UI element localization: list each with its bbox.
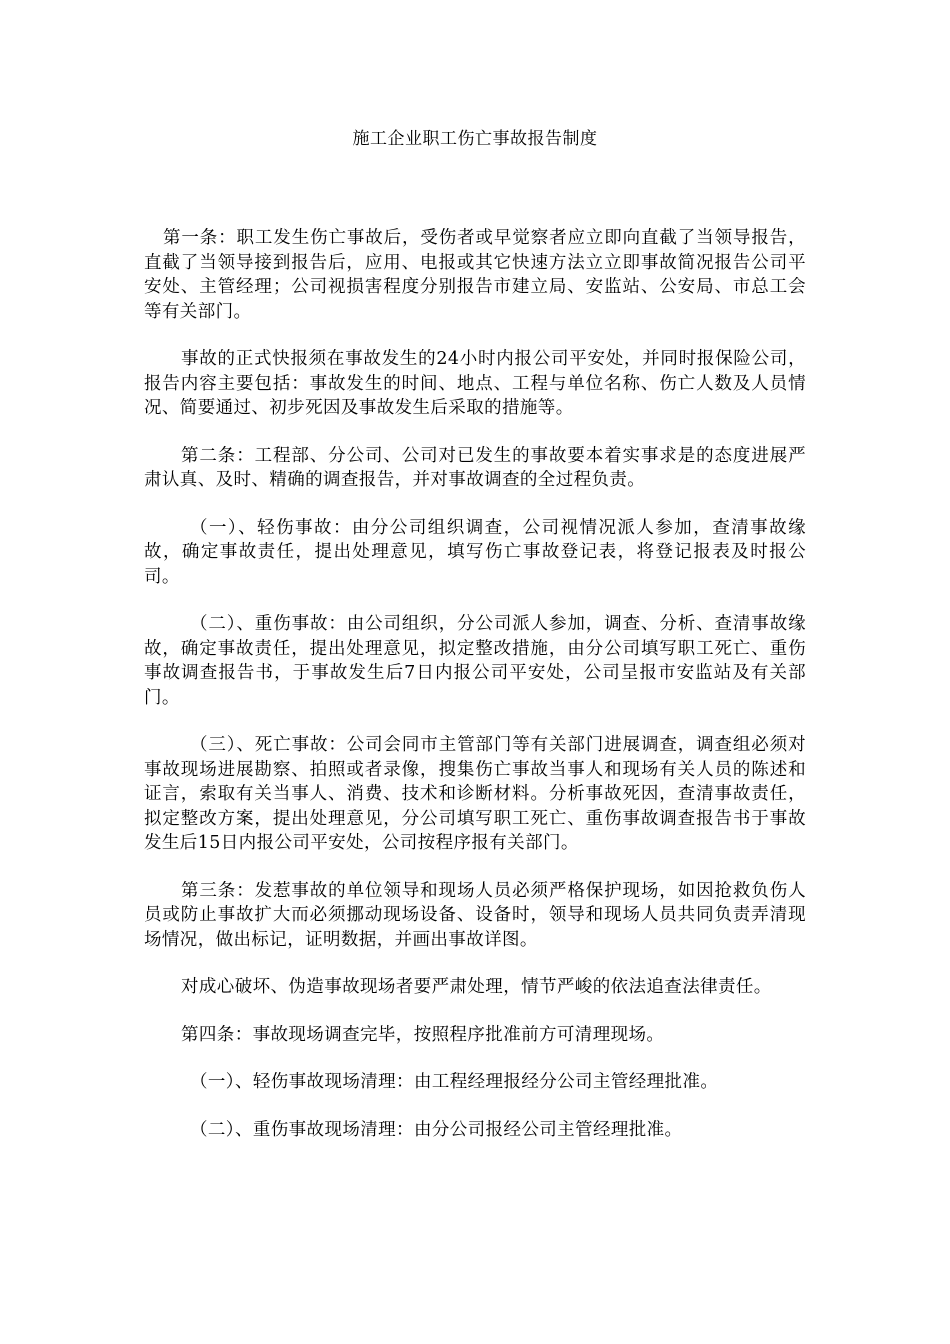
paragraph-formal-report: 事故的正式快报须在事故发生的24小时内报公司平安处，并同时报保险公司，报告内容主要包括：事故发生的时间、地点、工程与单位名称、伤亡人数及人员情况、简要通过、初步死因及事故发生后采取的措施等。 <box>144 349 806 418</box>
document-body <box>144 226 806 1165</box>
paragraph-sabotage: 对成心破坏、伪造事故现场者要严肃处理，情节严峻的依法追查法律责任。 <box>181 977 772 997</box>
paragraph-serious-injury: （二）、重伤事故：由公司组织，分公司派人参加，调查、分析、查清事故缘故，确定事故责任，提出处理意见，拟定整改措施，由分公司填写职工死亡、重伤事故调查报告书，于事故发生后7日内报公司平安处，公司呈报市安监站及有关部门。 <box>144 614 806 708</box>
paragraph-article-3: 第三条：发惹事故的单位领导和现场人员必须严格保护现场，如因抢救负伤人员或防止事故扩大而必须挪动现场设备、设备时，领导和现场人员共同负责弄清现场情况，做出标记，证明数据，并画出事故详图。 <box>144 880 806 950</box>
paragraph-serious-cleanup: （二）、重伤事故现场清理：由分公司报经公司主管经理批准。 <box>190 1119 683 1140</box>
paragraph-fatal-accident: （三）、死亡事故：公司会同市主管部门等有关部门进展调查，调查组必须对事故现场进展勘察、拍照或者录像，搜集伤亡事故当事人和现场有关人员的陈述和证言，索取有关当事人、消费、技术和诊断材料。分析事故死因，查清事故责任，拟定整改方案，提出处理意见，分公司填写职工死亡、重伤事故调查报告书于事故发生后15日内报公司平安处，公司按程序报有关部门。 <box>144 735 806 853</box>
paragraph-minor-cleanup: （一）、轻伤事故现场清理：由工程经理报经分公司主管经理批准。 <box>190 1072 719 1092</box>
paragraph-article-2: 第二条：工程部、分公司、公司对已发生的事故要本着实事求是的态度进展严肃认真、及时、精确的调查报告，并对事故调查的全过程负责。 <box>144 445 806 490</box>
document-title: 施工企业职工伤亡事故报告制度 <box>352 129 598 149</box>
paragraph-article-4: 第四条：事故现场调查完毕，按照程序批准前方可清理现场。 <box>181 1024 665 1045</box>
paragraph-article-1: 第一条：职工发生伤亡事故后，受伤者或早觉察者应立即向直截了当领导报告，直截了当领导接到报告后，应用、电报或其它快速方法立立即事故简况报告公司平安处、主管经理；公司视损害程度分别报告市建立局、安监站、公安局、市总工会等有关部门。 <box>144 228 806 322</box>
paragraph-minor-injury: （一）、轻伤事故：由分公司组织调查，公司视情况派人参加，查清事故缘故，确定事故责任，提出处理意见，填写伤亡事故登记表，将登记报表及时报公司。 <box>144 517 806 587</box>
